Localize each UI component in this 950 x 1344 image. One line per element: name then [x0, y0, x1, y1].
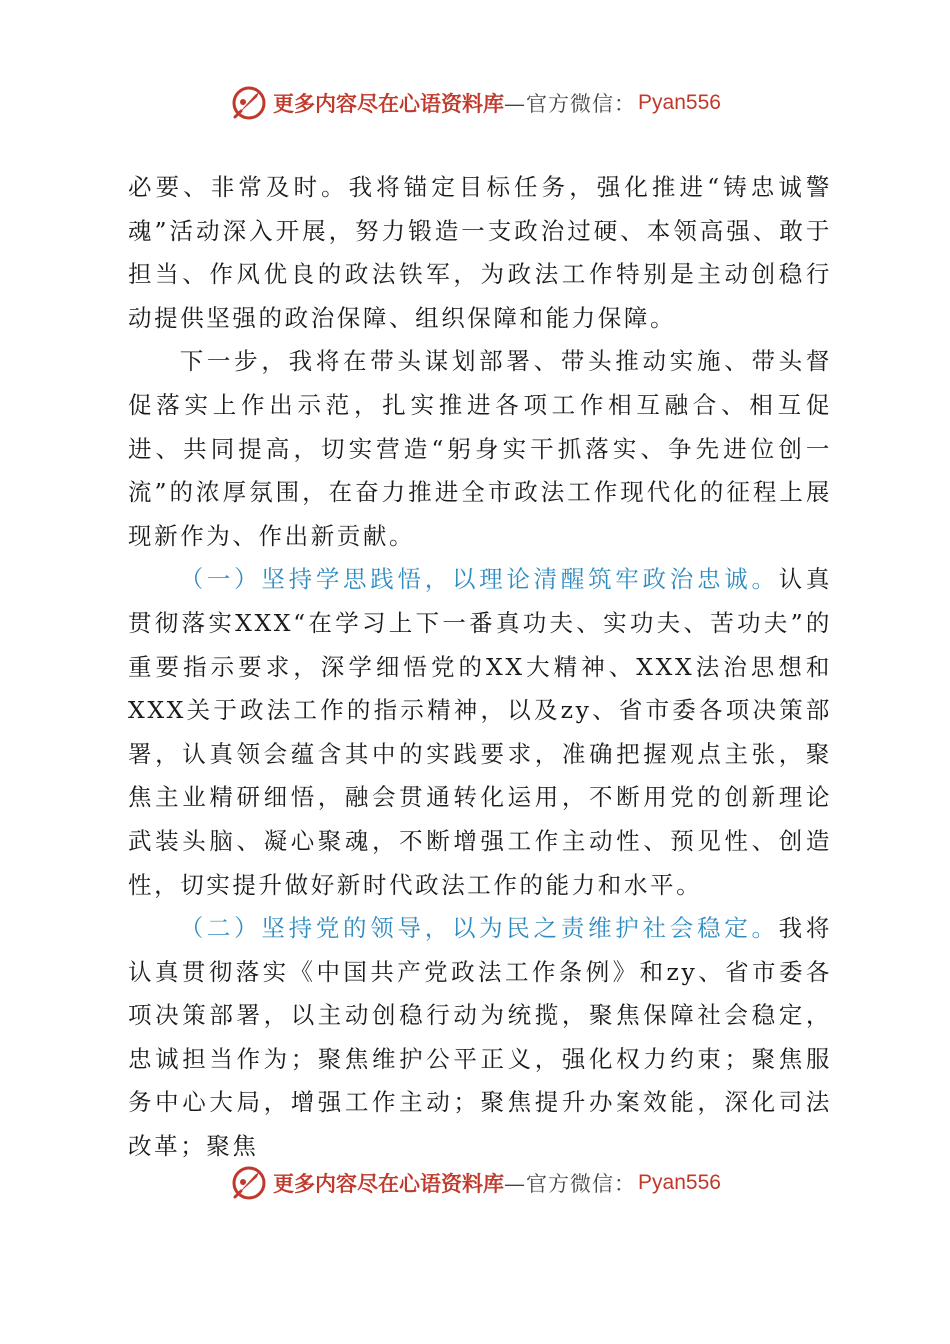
section-heading-2: （二）坚持党的领导，以为民之责维护社会稳定。: [179, 914, 779, 943]
banner-wechat-id: Pyan556: [638, 91, 721, 114]
banner-wechat-id: Pyan556: [638, 1171, 721, 1194]
paragraph-text: 必要、非常及时。我将锚定目标任务，强化推进“铸忠诚警魂”活动深入开展，努力锻造一支政治过硬、本领高强、敢于担当、作风优良的政法铁军，为政法工作特别是主动创稳行动提供坚强的政治保障、组织保障和能力保障。: [128, 173, 832, 332]
paragraph-text: 认真贯彻落实XXX“在学习上下一番真功夫、实功夫、苦功夫”的重要指示要求，深学细悟党的XX大精神、XXX法治思想和XXX关于政法工作的指示精神，以及zy、省市委各项决策部署，认真领会蕴含其中的实践要求，准确把握观点主张，聚焦主业精研细悟，融会贯通转化运用，不断用党的创新理论武装头脑、凝心聚魂，不断增强工作主动性、预见性、创造性，切实提升做好新时代政法工作的能力和水平。: [128, 565, 832, 899]
paragraph-4: [128, 907, 832, 1169]
document-body: [128, 166, 832, 1169]
paragraph-text: 我将认真贯彻落实《中国共产党政法工作条例》和zy、省市委各项决策部署，以主动创稳行动为统揽，聚焦保障社会稳定，忠诚担当作为；聚焦维护公平正义，强化权力约束；聚焦服务中心大局，增强工作主动；聚焦提升办案效能，深化司法改革；聚焦: [128, 914, 832, 1161]
paragraph-3: [128, 558, 832, 907]
banner-brand-text: 更多内容尽在心语资料库: [273, 1171, 505, 1196]
paragraph-text: 下一步，我将在带头谋划部署、带头推动实施、带头督促落实上作出示范，扎实推进各项工作相互融合、相互促进、共同提高，切实营造“躬身实干抓落实、争先进位创一流”的浓厚氛围，在奋力推进全市政法工作现代化的征程上展现新作为、作出新贡献。: [128, 347, 832, 550]
brand-logo-icon: [229, 83, 269, 123]
footer-watermark-banner: [0, 1158, 950, 1208]
paragraph-1: [128, 166, 832, 340]
section-heading-1: （一）坚持学思践悟，以理论清醒筑牢政治忠诚。: [179, 565, 779, 594]
paragraph-2: [128, 340, 832, 558]
banner-official-label: —官方微信：: [504, 92, 637, 116]
header-watermark-banner: [0, 78, 950, 128]
banner-brand-text: 更多内容尽在心语资料库: [273, 91, 505, 116]
brand-logo-icon: [229, 1163, 269, 1203]
banner-official-label: —官方微信：: [504, 1172, 637, 1196]
